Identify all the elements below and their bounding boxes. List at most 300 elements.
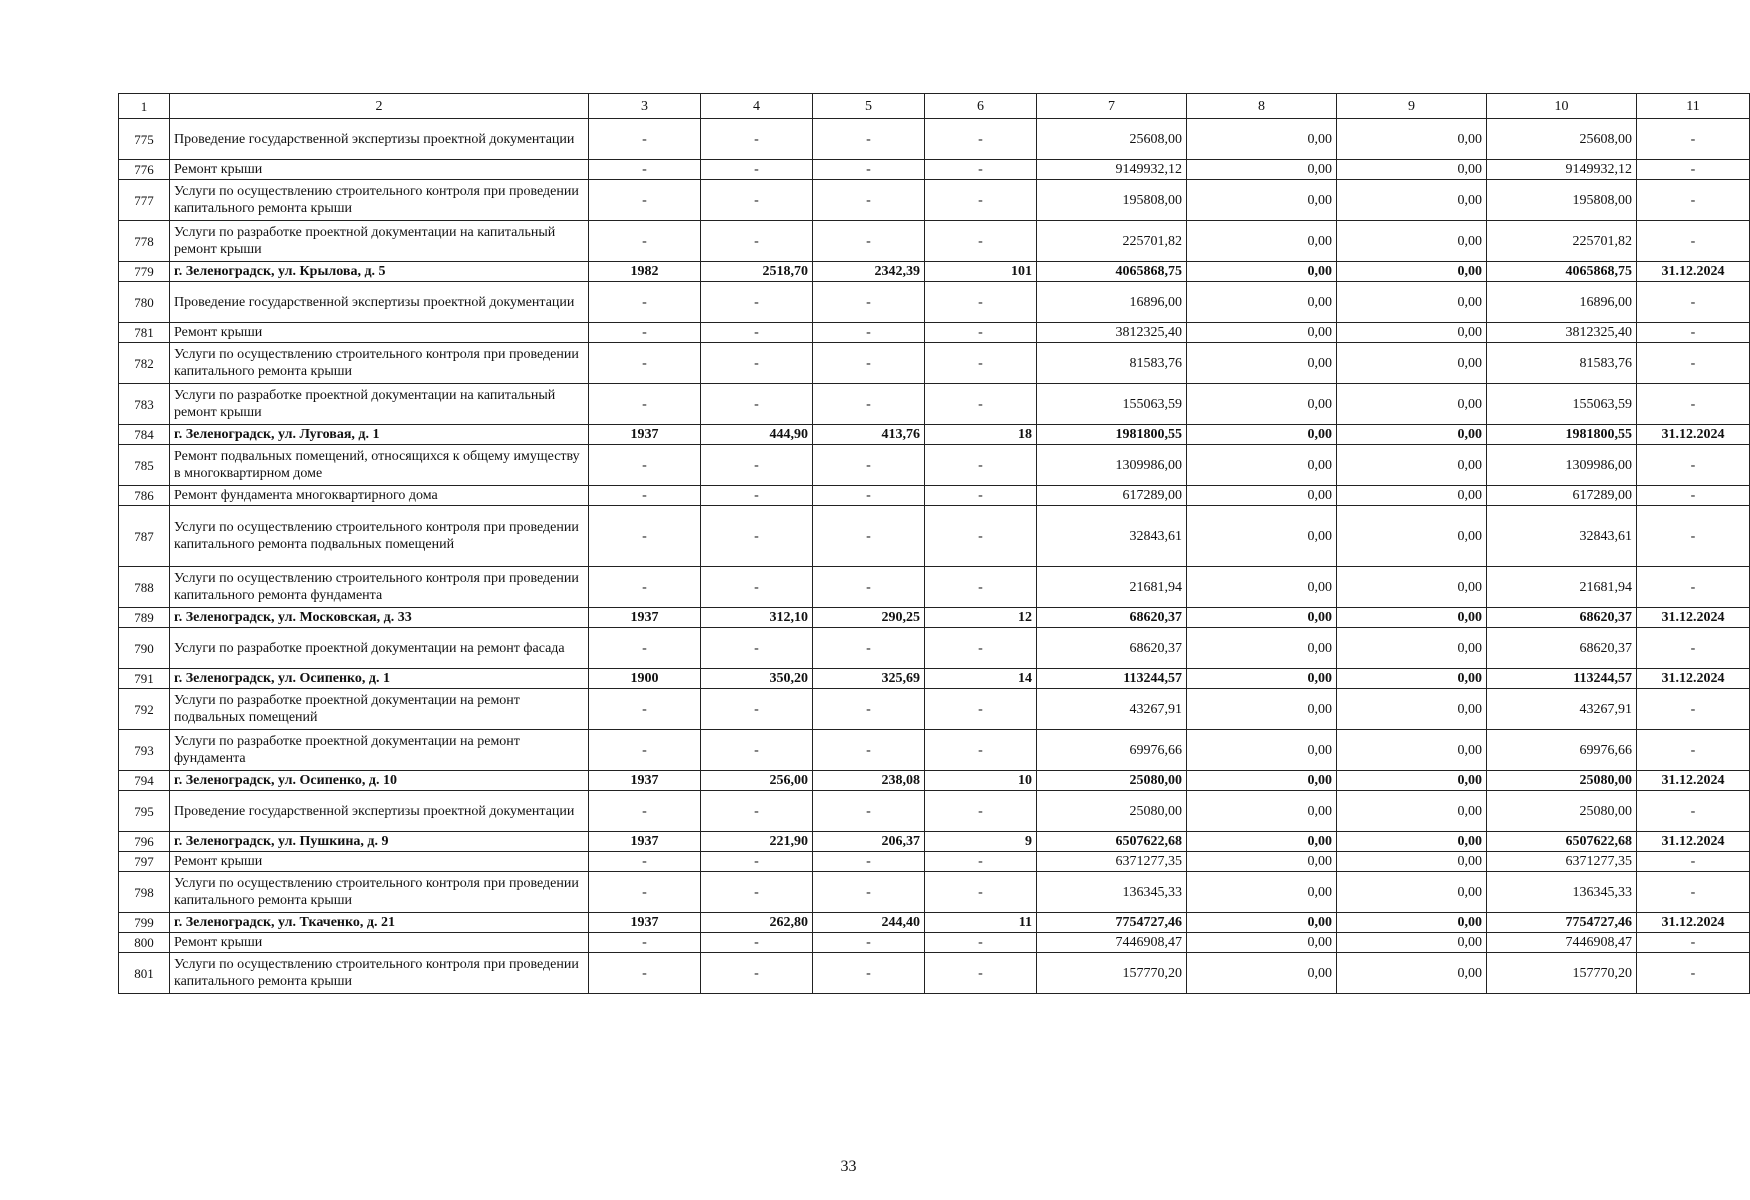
year-cell: 1937 — [589, 832, 701, 852]
column-header: 10 — [1487, 94, 1637, 119]
total-area-cell: 350,20 — [701, 669, 813, 689]
column-header: 5 — [813, 94, 925, 119]
residents-cell: - — [925, 180, 1037, 221]
address-row — [119, 832, 1750, 852]
residents-cell: - — [925, 119, 1037, 160]
work-row — [119, 221, 1750, 262]
col10-cell: 113244,57 — [1487, 669, 1637, 689]
col10-cell: 7446908,47 — [1487, 933, 1637, 953]
col10-cell: 25080,00 — [1487, 791, 1637, 832]
row-number-cell: 794 — [119, 771, 170, 791]
col8-cell: 0,00 — [1187, 221, 1337, 262]
total-cost-cell: 7754727,46 — [1037, 913, 1187, 933]
deadline-cell: - — [1637, 221, 1750, 262]
description-cell: г. Зеленоградск, ул. Крылова, д. 5 — [170, 262, 589, 282]
living-area-cell: - — [813, 689, 925, 730]
col8-cell: 0,00 — [1187, 791, 1337, 832]
living-area-cell: 206,37 — [813, 832, 925, 852]
deadline-cell: - — [1637, 933, 1750, 953]
total-area-cell: - — [701, 689, 813, 730]
col10-cell: 9149932,12 — [1487, 160, 1637, 180]
description-cell: Ремонт фундамента многоквартирного дома — [170, 486, 589, 506]
row-number-cell: 778 — [119, 221, 170, 262]
total-cost-cell: 6507622,68 — [1037, 832, 1187, 852]
description-cell: г. Зеленоградск, ул. Пушкина, д. 9 — [170, 832, 589, 852]
residents-cell: 11 — [925, 913, 1037, 933]
col9-cell: 0,00 — [1337, 872, 1487, 913]
row-number-cell: 775 — [119, 119, 170, 160]
living-area-cell: - — [813, 933, 925, 953]
total-area-cell: 444,90 — [701, 425, 813, 445]
work-row — [119, 791, 1750, 832]
year-cell: - — [589, 180, 701, 221]
total-cost-cell: 81583,76 — [1037, 343, 1187, 384]
total-cost-cell: 25608,00 — [1037, 119, 1187, 160]
row-number-cell: 777 — [119, 180, 170, 221]
col9-cell: 0,00 — [1337, 933, 1487, 953]
col9-cell: 0,00 — [1337, 486, 1487, 506]
residents-cell: - — [925, 323, 1037, 343]
col10-cell: 68620,37 — [1487, 628, 1637, 669]
total-area-cell: - — [701, 872, 813, 913]
living-area-cell: 290,25 — [813, 608, 925, 628]
living-area-cell: 238,08 — [813, 771, 925, 791]
col10-cell: 4065868,75 — [1487, 262, 1637, 282]
total-cost-cell: 195808,00 — [1037, 180, 1187, 221]
residents-cell: - — [925, 221, 1037, 262]
description-cell: Услуги по разработке проектной документации на ремонт фундамента — [170, 730, 589, 771]
works-table — [118, 93, 1750, 994]
living-area-cell: - — [813, 282, 925, 323]
year-cell: - — [589, 384, 701, 425]
year-cell: 1937 — [589, 771, 701, 791]
col8-cell: 0,00 — [1187, 323, 1337, 343]
total-area-cell: - — [701, 343, 813, 384]
description-cell: Ремонт подвальных помещений, относящихся к общему имуществу в многоквартирном доме — [170, 445, 589, 486]
deadline-cell: - — [1637, 384, 1750, 425]
total-cost-cell: 113244,57 — [1037, 669, 1187, 689]
row-number-cell: 793 — [119, 730, 170, 771]
total-cost-cell: 6371277,35 — [1037, 852, 1187, 872]
description-cell: Услуги по разработке проектной документации на ремонт подвальных помещений — [170, 689, 589, 730]
year-cell: - — [589, 689, 701, 730]
deadline-cell: 31.12.2024 — [1637, 669, 1750, 689]
living-area-cell: - — [813, 791, 925, 832]
total-cost-cell: 68620,37 — [1037, 608, 1187, 628]
total-area-cell: 256,00 — [701, 771, 813, 791]
work-row — [119, 933, 1750, 953]
col9-cell: 0,00 — [1337, 160, 1487, 180]
residents-cell: - — [925, 445, 1037, 486]
living-area-cell: 244,40 — [813, 913, 925, 933]
total-area-cell: - — [701, 119, 813, 160]
year-cell: 1937 — [589, 608, 701, 628]
living-area-cell: - — [813, 323, 925, 343]
total-cost-cell: 4065868,75 — [1037, 262, 1187, 282]
col9-cell: 0,00 — [1337, 180, 1487, 221]
year-cell: - — [589, 445, 701, 486]
col8-cell: 0,00 — [1187, 506, 1337, 567]
row-number-cell: 788 — [119, 567, 170, 608]
year-cell: - — [589, 323, 701, 343]
year-cell: 1900 — [589, 669, 701, 689]
work-row — [119, 180, 1750, 221]
residents-cell: - — [925, 506, 1037, 567]
col9-cell: 0,00 — [1337, 669, 1487, 689]
col10-cell: 25608,00 — [1487, 119, 1637, 160]
row-number-cell: 792 — [119, 689, 170, 730]
col10-cell: 1981800,55 — [1487, 425, 1637, 445]
total-cost-cell: 157770,20 — [1037, 953, 1187, 994]
col10-cell: 3812325,40 — [1487, 323, 1637, 343]
total-area-cell: - — [701, 180, 813, 221]
col9-cell: 0,00 — [1337, 953, 1487, 994]
col9-cell: 0,00 — [1337, 689, 1487, 730]
page-number: 33 — [840, 1158, 857, 1175]
col8-cell: 0,00 — [1187, 832, 1337, 852]
work-row — [119, 872, 1750, 913]
col10-cell: 155063,59 — [1487, 384, 1637, 425]
work-row — [119, 953, 1750, 994]
row-number-cell: 801 — [119, 953, 170, 994]
residents-cell: - — [925, 933, 1037, 953]
row-number-cell: 800 — [119, 933, 170, 953]
col8-cell: 0,00 — [1187, 933, 1337, 953]
column-header: 4 — [701, 94, 813, 119]
description-cell: Услуги по осуществлению строительного контроля при проведении капитального ремонта крыши — [170, 180, 589, 221]
residents-cell: - — [925, 689, 1037, 730]
col9-cell: 0,00 — [1337, 730, 1487, 771]
col9-cell: 0,00 — [1337, 913, 1487, 933]
description-cell: Услуги по разработке проектной документации на капитальный ремонт крыши — [170, 384, 589, 425]
living-area-cell: - — [813, 730, 925, 771]
col10-cell: 43267,91 — [1487, 689, 1637, 730]
total-cost-cell: 69976,66 — [1037, 730, 1187, 771]
col8-cell: 0,00 — [1187, 608, 1337, 628]
total-area-cell: 262,80 — [701, 913, 813, 933]
total-area-cell: - — [701, 323, 813, 343]
work-row — [119, 730, 1750, 771]
year-cell: - — [589, 160, 701, 180]
col8-cell: 0,00 — [1187, 852, 1337, 872]
column-header: 9 — [1337, 94, 1487, 119]
col9-cell: 0,00 — [1337, 119, 1487, 160]
description-cell: Ремонт крыши — [170, 852, 589, 872]
deadline-cell: - — [1637, 343, 1750, 384]
living-area-cell: 413,76 — [813, 425, 925, 445]
deadline-cell: - — [1637, 689, 1750, 730]
total-cost-cell: 25080,00 — [1037, 791, 1187, 832]
residents-cell: - — [925, 343, 1037, 384]
residents-cell: - — [925, 730, 1037, 771]
total-cost-cell: 7446908,47 — [1037, 933, 1187, 953]
work-row — [119, 343, 1750, 384]
row-number-cell: 779 — [119, 262, 170, 282]
total-area-cell: - — [701, 506, 813, 567]
col9-cell: 0,00 — [1337, 221, 1487, 262]
year-cell: - — [589, 506, 701, 567]
col10-cell: 68620,37 — [1487, 608, 1637, 628]
col8-cell: 0,00 — [1187, 119, 1337, 160]
deadline-cell: - — [1637, 872, 1750, 913]
year-cell: - — [589, 567, 701, 608]
total-cost-cell: 1309986,00 — [1037, 445, 1187, 486]
row-number-cell: 789 — [119, 608, 170, 628]
residents-cell: 14 — [925, 669, 1037, 689]
row-number-cell: 795 — [119, 791, 170, 832]
col9-cell: 0,00 — [1337, 832, 1487, 852]
row-number-cell: 787 — [119, 506, 170, 567]
col8-cell: 0,00 — [1187, 262, 1337, 282]
year-cell: 1982 — [589, 262, 701, 282]
living-area-cell: - — [813, 445, 925, 486]
total-area-cell: - — [701, 628, 813, 669]
residents-cell: - — [925, 567, 1037, 608]
residents-cell: 101 — [925, 262, 1037, 282]
description-cell: г. Зеленоградск, ул. Луговая, д. 1 — [170, 425, 589, 445]
col10-cell: 6507622,68 — [1487, 832, 1637, 852]
col10-cell: 617289,00 — [1487, 486, 1637, 506]
total-area-cell: - — [701, 384, 813, 425]
work-row — [119, 282, 1750, 323]
year-cell: - — [589, 933, 701, 953]
living-area-cell: - — [813, 486, 925, 506]
row-number-cell: 780 — [119, 282, 170, 323]
deadline-cell: - — [1637, 953, 1750, 994]
row-number-cell: 797 — [119, 852, 170, 872]
work-row — [119, 506, 1750, 567]
column-header: 2 — [170, 94, 589, 119]
work-row — [119, 160, 1750, 180]
total-cost-cell: 68620,37 — [1037, 628, 1187, 669]
col8-cell: 0,00 — [1187, 669, 1337, 689]
row-number-cell: 790 — [119, 628, 170, 669]
table-body — [119, 119, 1750, 994]
living-area-cell: - — [813, 953, 925, 994]
description-cell: Услуги по разработке проектной документации на капитальный ремонт крыши — [170, 221, 589, 262]
total-area-cell: 2518,70 — [701, 262, 813, 282]
total-area-cell: - — [701, 160, 813, 180]
total-cost-cell: 25080,00 — [1037, 771, 1187, 791]
col8-cell: 0,00 — [1187, 771, 1337, 791]
col10-cell: 157770,20 — [1487, 953, 1637, 994]
living-area-cell: 325,69 — [813, 669, 925, 689]
total-area-cell: - — [701, 567, 813, 608]
col10-cell: 21681,94 — [1487, 567, 1637, 608]
year-cell: - — [589, 282, 701, 323]
deadline-cell: 31.12.2024 — [1637, 771, 1750, 791]
year-cell: - — [589, 791, 701, 832]
residents-cell: - — [925, 953, 1037, 994]
description-cell: г. Зеленоградск, ул. Московская, д. 33 — [170, 608, 589, 628]
col8-cell: 0,00 — [1187, 180, 1337, 221]
year-cell: - — [589, 730, 701, 771]
total-cost-cell: 3812325,40 — [1037, 323, 1187, 343]
total-cost-cell: 136345,33 — [1037, 872, 1187, 913]
column-header: 3 — [589, 94, 701, 119]
row-number-cell: 785 — [119, 445, 170, 486]
year-cell: 1937 — [589, 913, 701, 933]
description-cell: Ремонт крыши — [170, 323, 589, 343]
row-number-cell: 796 — [119, 832, 170, 852]
col8-cell: 0,00 — [1187, 343, 1337, 384]
deadline-cell: - — [1637, 282, 1750, 323]
col8-cell: 0,00 — [1187, 445, 1337, 486]
year-cell: - — [589, 852, 701, 872]
description-cell: г. Зеленоградск, ул. Осипенко, д. 10 — [170, 771, 589, 791]
col8-cell: 0,00 — [1187, 913, 1337, 933]
description-cell: Услуги по разработке проектной документации на ремонт фасада — [170, 628, 589, 669]
col10-cell: 6371277,35 — [1487, 852, 1637, 872]
living-area-cell: - — [813, 160, 925, 180]
total-area-cell: - — [701, 730, 813, 771]
total-cost-cell: 16896,00 — [1037, 282, 1187, 323]
deadline-cell: - — [1637, 323, 1750, 343]
col9-cell: 0,00 — [1337, 608, 1487, 628]
col9-cell: 0,00 — [1337, 445, 1487, 486]
work-row — [119, 486, 1750, 506]
deadline-cell: - — [1637, 506, 1750, 567]
col8-cell: 0,00 — [1187, 425, 1337, 445]
col8-cell: 0,00 — [1187, 953, 1337, 994]
address-row — [119, 771, 1750, 791]
description-cell: Проведение государственной экспертизы проектной документации — [170, 282, 589, 323]
col10-cell: 195808,00 — [1487, 180, 1637, 221]
deadline-cell: 31.12.2024 — [1637, 913, 1750, 933]
row-number-cell: 798 — [119, 872, 170, 913]
description-cell: Проведение государственной экспертизы проектной документации — [170, 791, 589, 832]
living-area-cell: - — [813, 852, 925, 872]
living-area-cell: 2342,39 — [813, 262, 925, 282]
living-area-cell: - — [813, 567, 925, 608]
col8-cell: 0,00 — [1187, 486, 1337, 506]
col8-cell: 0,00 — [1187, 689, 1337, 730]
total-area-cell: - — [701, 445, 813, 486]
work-row — [119, 384, 1750, 425]
total-area-cell: - — [701, 852, 813, 872]
column-header: 1 — [119, 94, 170, 119]
total-cost-cell: 21681,94 — [1037, 567, 1187, 608]
living-area-cell: - — [813, 872, 925, 913]
row-number-cell: 784 — [119, 425, 170, 445]
row-number-cell: 782 — [119, 343, 170, 384]
total-area-cell: - — [701, 221, 813, 262]
description-cell: Услуги по осуществлению строительного контроля при проведении капитального ремонта крыши — [170, 953, 589, 994]
row-number-cell: 783 — [119, 384, 170, 425]
total-area-cell: - — [701, 953, 813, 994]
col8-cell: 0,00 — [1187, 872, 1337, 913]
total-area-cell: 312,10 — [701, 608, 813, 628]
total-area-cell: - — [701, 282, 813, 323]
col8-cell: 0,00 — [1187, 628, 1337, 669]
col9-cell: 0,00 — [1337, 384, 1487, 425]
total-cost-cell: 43267,91 — [1037, 689, 1187, 730]
col9-cell: 0,00 — [1337, 323, 1487, 343]
col9-cell: 0,00 — [1337, 282, 1487, 323]
work-row — [119, 689, 1750, 730]
row-number-cell: 776 — [119, 160, 170, 180]
column-header: 11 — [1637, 94, 1750, 119]
col9-cell: 0,00 — [1337, 852, 1487, 872]
total-area-cell: - — [701, 791, 813, 832]
total-cost-cell: 617289,00 — [1037, 486, 1187, 506]
description-cell: г. Зеленоградск, ул. Осипенко, д. 1 — [170, 669, 589, 689]
col10-cell: 25080,00 — [1487, 771, 1637, 791]
deadline-cell: - — [1637, 180, 1750, 221]
address-row — [119, 608, 1750, 628]
residents-cell: - — [925, 486, 1037, 506]
residents-cell: 12 — [925, 608, 1037, 628]
year-cell: - — [589, 221, 701, 262]
living-area-cell: - — [813, 221, 925, 262]
total-area-cell: - — [701, 486, 813, 506]
deadline-cell: - — [1637, 160, 1750, 180]
description-cell: Услуги по осуществлению строительного контроля при проведении капитального ремонта крыши — [170, 872, 589, 913]
col9-cell: 0,00 — [1337, 343, 1487, 384]
deadline-cell: 31.12.2024 — [1637, 832, 1750, 852]
col9-cell: 0,00 — [1337, 567, 1487, 608]
description-cell: Ремонт крыши — [170, 160, 589, 180]
year-cell: - — [589, 872, 701, 913]
col10-cell: 225701,82 — [1487, 221, 1637, 262]
deadline-cell: - — [1637, 486, 1750, 506]
residents-cell: - — [925, 628, 1037, 669]
total-area-cell: 221,90 — [701, 832, 813, 852]
deadline-cell: - — [1637, 445, 1750, 486]
col10-cell: 32843,61 — [1487, 506, 1637, 567]
description-cell: Услуги по осуществлению строительного контроля при проведении капитального ремонта подвальных помещений — [170, 506, 589, 567]
residents-cell: 10 — [925, 771, 1037, 791]
work-row — [119, 567, 1750, 608]
total-cost-cell: 9149932,12 — [1037, 160, 1187, 180]
row-number-cell: 781 — [119, 323, 170, 343]
residents-cell: 18 — [925, 425, 1037, 445]
work-row — [119, 628, 1750, 669]
column-header: 7 — [1037, 94, 1187, 119]
work-row — [119, 445, 1750, 486]
row-number-cell: 799 — [119, 913, 170, 933]
col8-cell: 0,00 — [1187, 730, 1337, 771]
description-cell: Услуги по осуществлению строительного контроля при проведении капитального ремонта фундамента — [170, 567, 589, 608]
row-number-cell: 786 — [119, 486, 170, 506]
deadline-cell: - — [1637, 628, 1750, 669]
col8-cell: 0,00 — [1187, 282, 1337, 323]
column-header: 8 — [1187, 94, 1337, 119]
deadline-cell: 31.12.2024 — [1637, 608, 1750, 628]
residents-cell: - — [925, 872, 1037, 913]
total-cost-cell: 225701,82 — [1037, 221, 1187, 262]
living-area-cell: - — [813, 180, 925, 221]
col10-cell: 1309986,00 — [1487, 445, 1637, 486]
col8-cell: 0,00 — [1187, 384, 1337, 425]
column-number-row — [119, 94, 1750, 119]
address-row — [119, 425, 1750, 445]
row-number-cell: 791 — [119, 669, 170, 689]
column-header: 6 — [925, 94, 1037, 119]
year-cell: - — [589, 953, 701, 994]
living-area-cell: - — [813, 343, 925, 384]
col10-cell: 69976,66 — [1487, 730, 1637, 771]
living-area-cell: - — [813, 119, 925, 160]
deadline-cell: - — [1637, 791, 1750, 832]
total-cost-cell: 155063,59 — [1037, 384, 1187, 425]
deadline-cell: - — [1637, 567, 1750, 608]
address-row — [119, 913, 1750, 933]
address-row — [119, 262, 1750, 282]
residents-cell: 9 — [925, 832, 1037, 852]
total-area-cell: - — [701, 933, 813, 953]
description-cell: г. Зеленоградск, ул. Ткаченко, д. 21 — [170, 913, 589, 933]
